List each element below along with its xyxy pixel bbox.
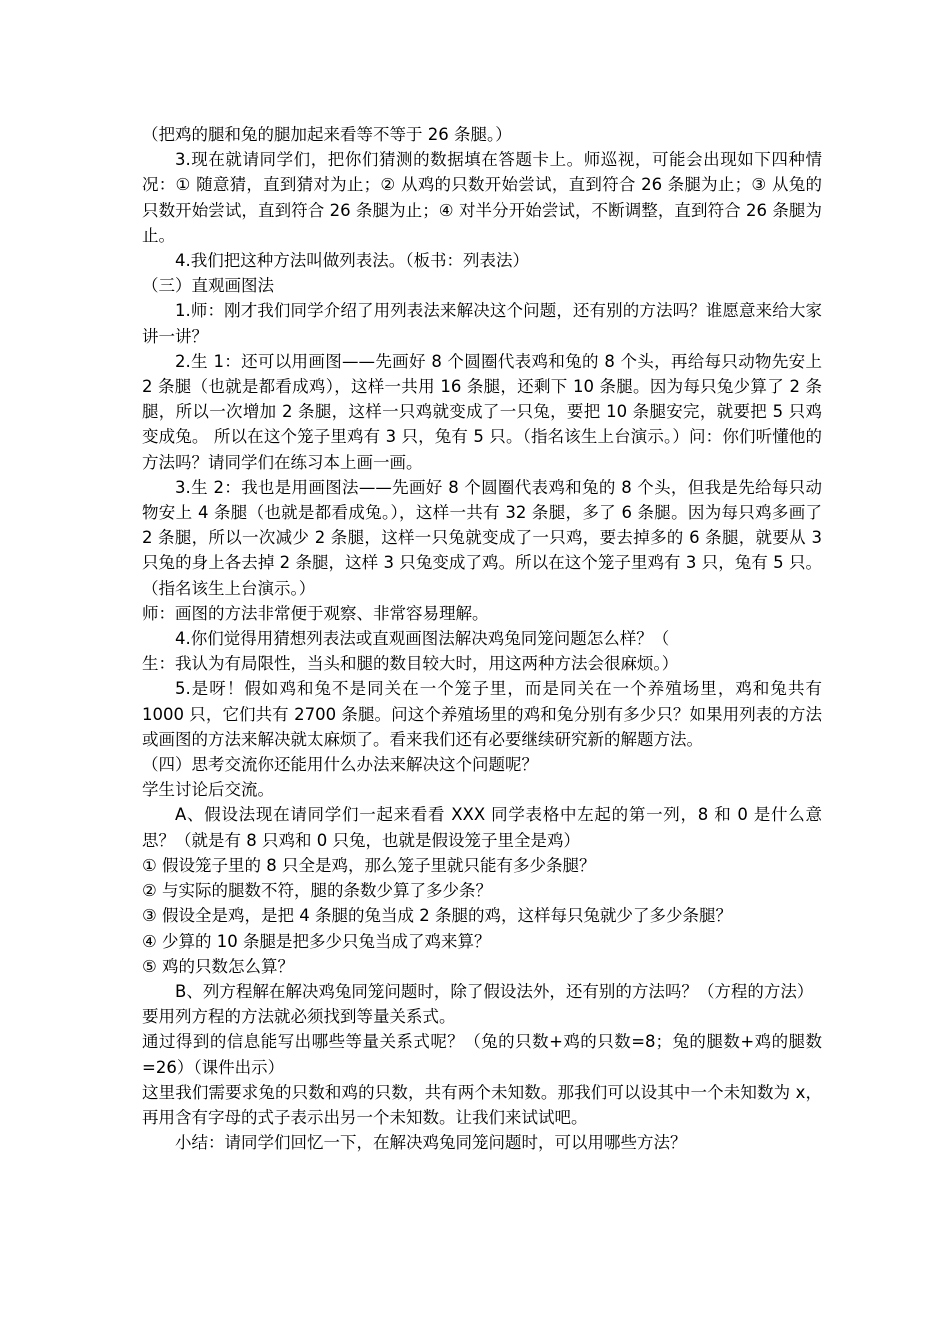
paragraph-10: 生：我认为有局限性，当头和腿的数目较大时，用这两种方法会很麻烦。）: [142, 654, 679, 674]
question-2: ② 与实际的腿数不符，腿的条数少算了多少条？: [142, 881, 493, 901]
section-heading-4: （四）思考交流你还能用什么办法来解决这个问题呢？: [142, 755, 538, 775]
document-page: [142, 122, 822, 1155]
paragraph-9: 4.你们觉得用猜想列表法或直观画图法解决鸡兔同笼问题怎么样？（: [175, 629, 670, 649]
question-4: ④ 少算的 10 条腿是把多少只兔当成了鸡来算？: [142, 931, 491, 951]
paragraph-13: 学生讨论后交流。: [142, 780, 274, 800]
question-3: ③ 假设全是鸡，是把 4 条腿的兔当成 2 条腿的鸡，这样每只兔就少了多少条腿？: [142, 906, 733, 926]
paragraph-23: 这里我们需要求兔的只数和鸡的只数，共有两个未知数。那我们可以设其中一个未知数为 x，再用含有字母的式子表示出另一个未知数。让我们来试试吧。: [142, 1082, 822, 1127]
summary-paragraph: 小结：请同学们回忆一下，在解决鸡兔同笼问题时，可以用哪些方法？: [175, 1133, 687, 1153]
paragraph-14: A、假设法现在请同学们一起来看看 XXX 同学表格中左起的第一列，8 和 0 是什么意思？（就是有 8 只鸡和 0 只兔，也就是假设笼子里全是鸡）: [142, 805, 822, 850]
paragraph-3: 4.我们把这种方法叫做列表法。（板书：列表法）: [175, 251, 529, 271]
section-heading-3: （三）直观画图法: [142, 276, 274, 296]
paragraph-7: 3.生 2：我也是用画图法——先画好 8 个圆圈代表鸡和兔的 8 个头，但我是先给每只动物安上 4 条腿（也就是都看成兔。），这样一共有 32 条腿，多了 6 条腿。因为每只鸡多画了 2 条腿，所以一次减少 2 条腿，这样一只兔就变成了一只鸡，要去掉多的 6 条腿，就要从 3 只兔的身上各去掉 2 条腿，这样 3 只兔变成了鸡。所以在这个笼子里鸡有 3 只，兔有 5 只。（指名该生上台演示。）: [142, 477, 822, 598]
question-5: ⑤ 鸡的只数怎么算？: [142, 956, 295, 976]
question-1: ① 假设笼子里的 8 只全是鸡，那么笼子里就只能有多少条腿？: [142, 855, 596, 875]
paragraph-6: 2.生 1：还可以用画图——先画好 8 个圆圈代表鸡和兔的 8 个头，再给每只动物先安上 2 条腿（也就是都看成鸡），这样一共用 16 条腿，还剩下 10 条腿。因为每只兔少算了 2 条腿，所以一次增加 2 条腿，这样一只鸡就变成了一只兔，要把 10 条腿安完，就要把 5 只鸡变成兔。 所以在这个笼子里鸡有 3 只，兔有 5 只。（指名该生上台演示。）问：你们听懂他的方法吗？请同学们在练习本上画一画。: [142, 351, 822, 472]
paragraph-21: 要用列方程的方法就必须找到等量关系式。: [142, 1007, 456, 1027]
paragraph-5: 1.师：刚才我们同学介绍了用列表法来解决这个问题，还有别的方法吗？谁愿意来给大家讲一讲？: [142, 301, 822, 346]
paragraph-8: 师：画图的方法非常便于观察、非常容易理解。: [142, 603, 489, 623]
paragraph-20: B、列方程解在解决鸡兔同笼问题时，除了假设法外，还有别的方法吗？（方程的方法）: [175, 981, 814, 1001]
paragraph-1: （把鸡的腿和兔的腿加起来看等不等于 26 条腿。）: [142, 125, 512, 144]
paragraph-2: 3.现在就请同学们，把你们猜测的数据填在答题卡上。师巡视，可能会出现如下四种情况：① 随意猜，直到猜对为止；② 从鸡的只数开始尝试，直到符合 26 条腿为止；③ 从兔的只数开始尝试，直到符合 26 条腿为止；④ 对半分开始尝试，不断调整，直到符合 26 条腿为止。: [142, 150, 822, 245]
paragraph-22: 通过得到的信息能写出哪些等量关系式呢？（兔的只数+鸡的只数=8；兔的腿数+鸡的腿数=26）（课件出示）: [142, 1032, 822, 1077]
paragraph-11: 5.是呀！假如鸡和兔不是同关在一个笼子里，而是同关在一个养殖场里，鸡和兔共有 1000 只，它们共有 2700 条腿。问这个养殖场里的鸡和兔分别有多少只？如果用列表的方法或画图的方法来解决就太麻烦了。看来我们还有必要继续研究新的解题方法。: [142, 679, 822, 749]
